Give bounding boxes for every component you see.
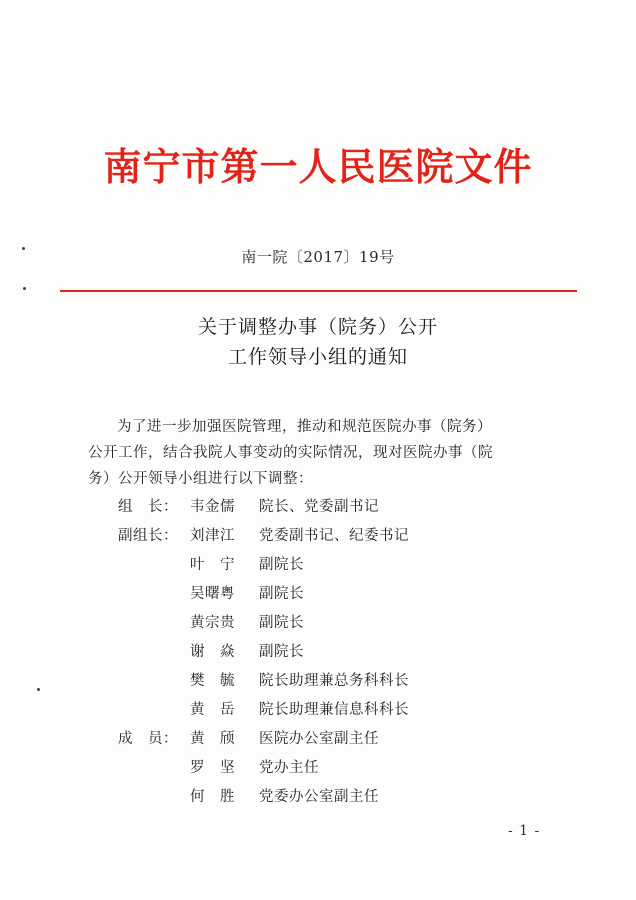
member-name: 叶 宁 xyxy=(190,557,235,573)
member-title: 副院长 xyxy=(259,586,304,602)
member-title: 党委副书记、纪委书记 xyxy=(259,528,409,544)
page-number: - 1 - xyxy=(508,823,541,839)
body-paragraph xyxy=(88,414,558,492)
member-name: 黄宗贵 xyxy=(190,615,235,631)
notice-title-line-2: 工作领导小组的通知 xyxy=(227,346,408,368)
member-name: 谢 焱 xyxy=(190,644,235,660)
scan-speck xyxy=(23,287,26,290)
member-name: 罗 坚 xyxy=(190,760,235,776)
notice-title-line-1: 关于调整办事（院务）公开 xyxy=(197,316,438,338)
document-number: 南一院〔2017〕19号 xyxy=(241,248,395,266)
member-title: 院长、党委副书记 xyxy=(259,499,379,515)
member-title: 副院长 xyxy=(259,557,304,573)
member-title: 副院长 xyxy=(259,615,304,631)
body-line-3: 务）公开领导小组进行以下调整： xyxy=(88,471,313,487)
member-title: 医院办公室副主任 xyxy=(259,731,379,747)
body-line-1: 为了进一步加强医院管理，推动和规范医院办事（院务） xyxy=(117,419,492,435)
member-title: 院长助理兼信息科科长 xyxy=(259,702,409,718)
red-divider-line xyxy=(60,290,577,292)
member-title: 副院长 xyxy=(259,644,304,660)
member-name: 樊 毓 xyxy=(190,673,235,689)
member-name: 何 胜 xyxy=(190,789,235,805)
member-role: 组 长： xyxy=(118,499,178,515)
scan-speck xyxy=(37,688,40,691)
member-name: 刘津江 xyxy=(190,528,235,544)
member-role: 成 员： xyxy=(118,731,178,747)
member-title: 院长助理兼总务科科长 xyxy=(259,673,409,689)
member-title: 党委办公室副主任 xyxy=(259,789,379,805)
member-name: 黄 岳 xyxy=(190,702,235,718)
document-header-title: 南宁市第一人民医院文件 xyxy=(103,144,533,189)
member-title: 党办主任 xyxy=(259,760,319,776)
body-line-2: 公开工作，结合我院人事变动的实际情况，现对医院办事（院 xyxy=(88,445,493,461)
scan-speck xyxy=(22,247,25,250)
member-name: 黄 颀 xyxy=(190,731,235,747)
member-name: 吴曙粤 xyxy=(190,586,235,602)
notice-title xyxy=(0,312,636,372)
member-name: 韦金儒 xyxy=(190,499,235,515)
member-role: 副组长： xyxy=(118,528,178,544)
